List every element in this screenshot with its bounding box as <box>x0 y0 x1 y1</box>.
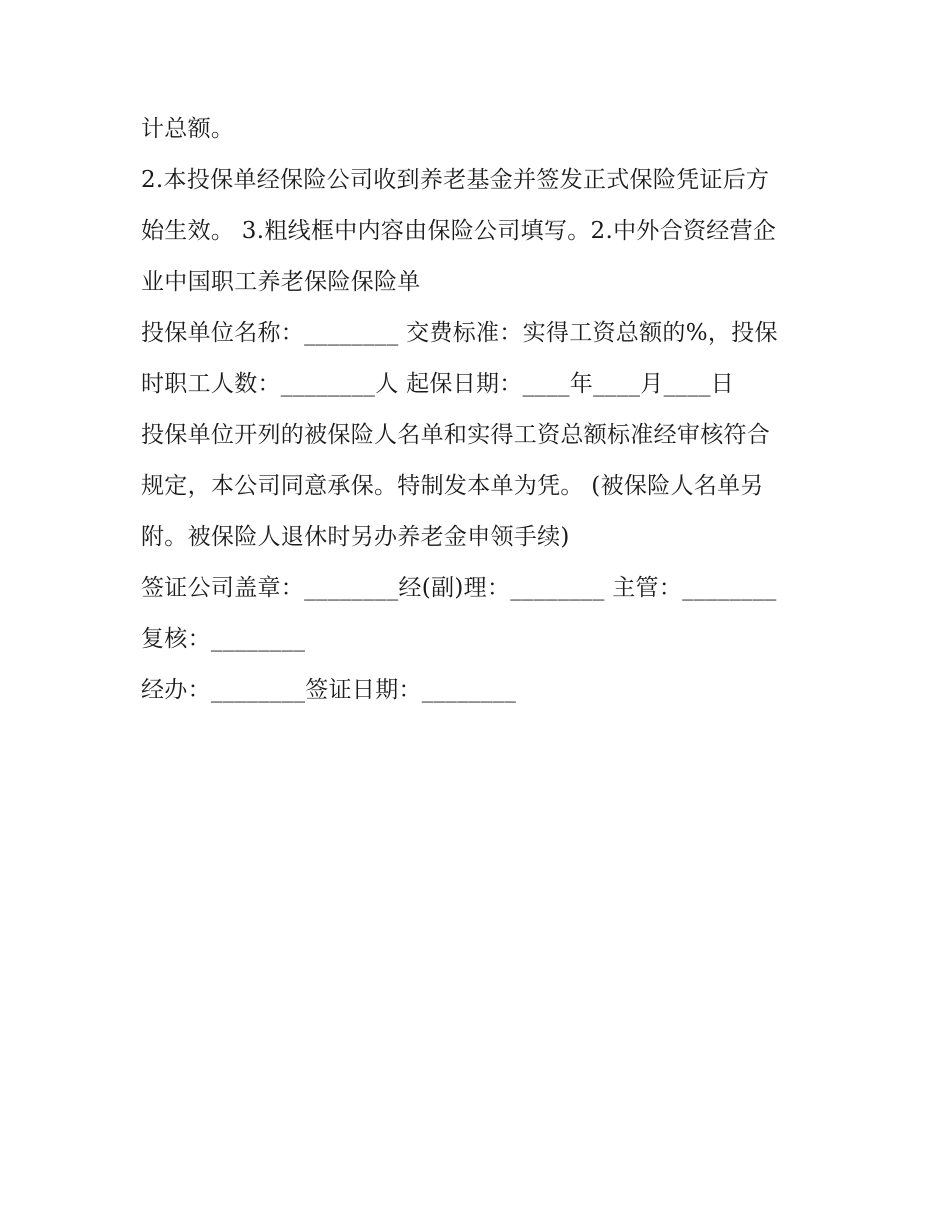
review-line: 复核：________ <box>141 626 306 652</box>
text-line-effective-clause: 2.本投保单经保险公司收到养老基金并签发正式保险凭证后方 <box>141 167 770 193</box>
handler-date-line: 经办：________签证日期：________ <box>141 677 517 703</box>
document-body <box>141 104 821 716</box>
employee-count-start-date-line: 时职工人数：________人 起保日期：____年____月____日 <box>141 371 735 397</box>
attachment-note-line: 附。被保险人退休时另办养老金申领手续) <box>141 524 570 550</box>
text-line-effective-clause-cont: 始生效。 3.粗线框中内容由保险公司填写。2.中外合资经营企 <box>141 218 777 244</box>
signature-line-company: 签证公司盖章：________经(副)理：________ 主管：________ <box>141 575 777 601</box>
text-line-total-amount: 计总额。 <box>141 116 235 142</box>
approval-text-line: 投保单位开列的被保险人名单和实得工资总额标准经审核符合 <box>141 422 771 448</box>
insured-unit-name-line: 投保单位名称：________ 交费标准：实得工资总额的%，投保 <box>141 320 778 346</box>
policy-title-line: 业中国职工养老保险保险单 <box>141 269 421 295</box>
approval-text-line-cont: 规定，本公司同意承保。特制发本单为凭。 (被保险人名单另 <box>141 473 764 499</box>
